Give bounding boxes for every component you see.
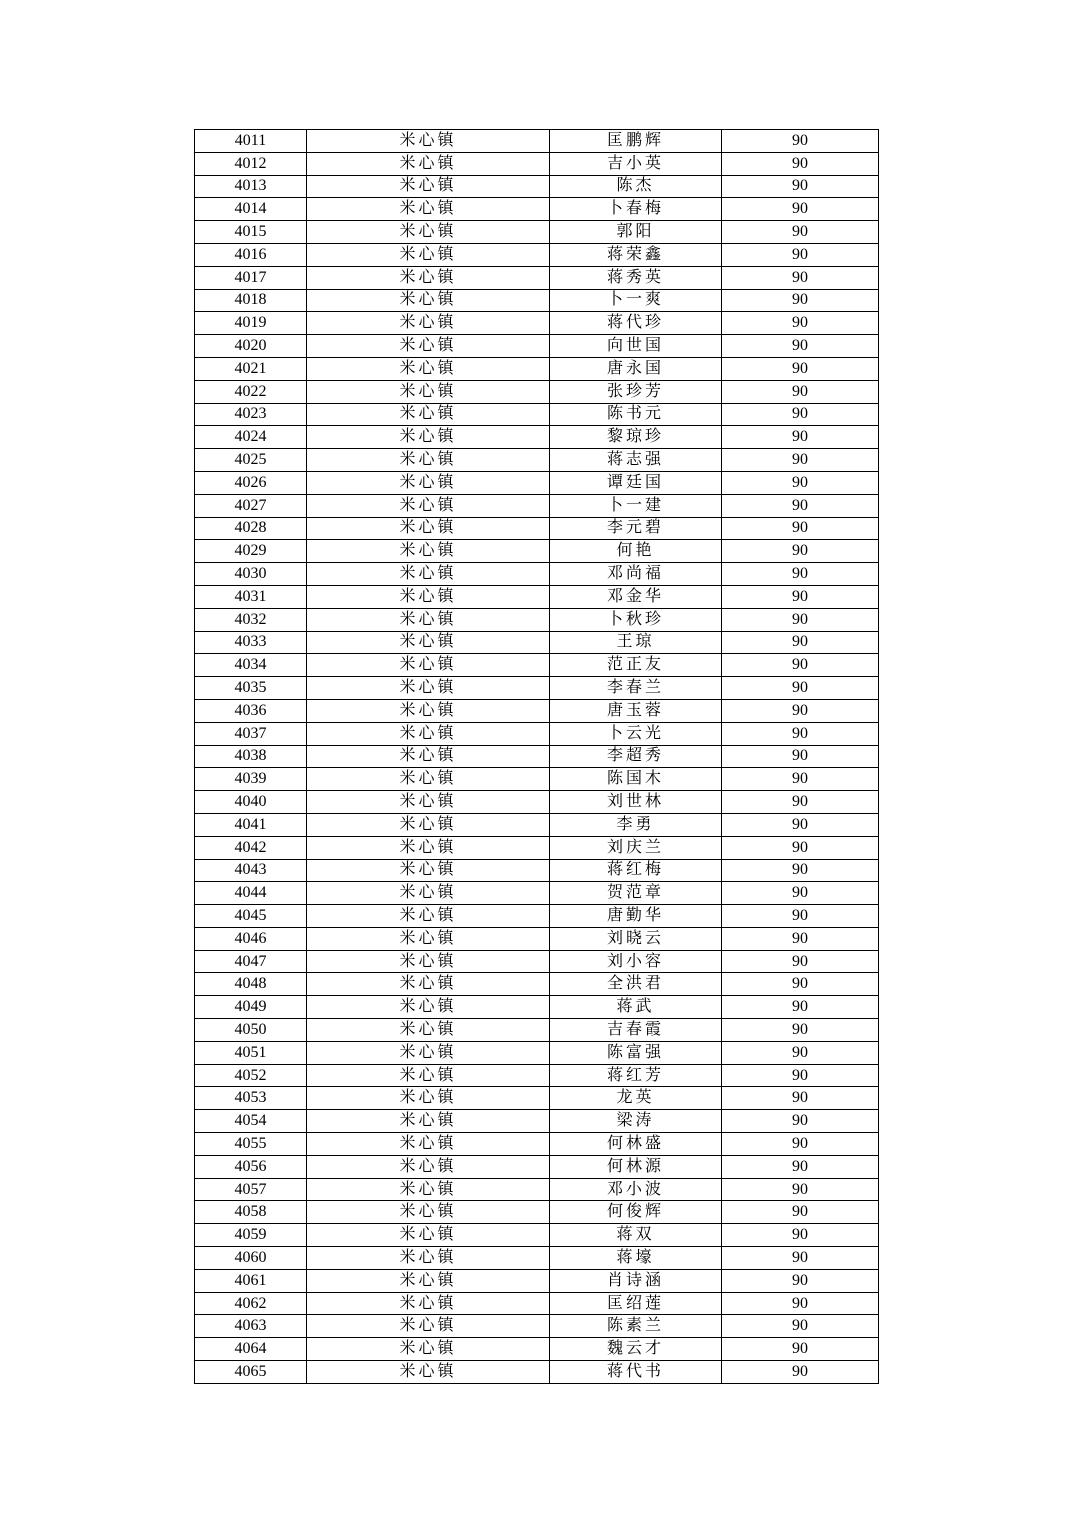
cell-number: 4012	[195, 152, 307, 175]
cell-score: 90	[722, 449, 879, 472]
cell-number: 4026	[195, 471, 307, 494]
cell-number: 4050	[195, 1019, 307, 1042]
table-row	[195, 745, 879, 768]
cell-number: 4060	[195, 1247, 307, 1270]
cell-name: 邓金华	[550, 585, 722, 608]
cell-score: 90	[722, 1087, 879, 1110]
cell-number: 4030	[195, 563, 307, 586]
cell-number: 4023	[195, 403, 307, 426]
table-row	[195, 1247, 879, 1270]
cell-name: 蒋秀英	[550, 266, 722, 289]
table-row	[195, 426, 879, 449]
cell-number: 4055	[195, 1133, 307, 1156]
cell-score: 90	[722, 768, 879, 791]
cell-number: 4032	[195, 608, 307, 631]
cell-score: 90	[722, 654, 879, 677]
cell-name: 蒋代珍	[550, 312, 722, 335]
cell-number: 4014	[195, 198, 307, 221]
cell-name: 蒋双	[550, 1224, 722, 1247]
cell-score: 90	[722, 563, 879, 586]
cell-name: 魏云才	[550, 1338, 722, 1361]
cell-town: 米心镇	[307, 1041, 550, 1064]
cell-name: 刘庆兰	[550, 836, 722, 859]
cell-name: 张珍芳	[550, 380, 722, 403]
cell-number: 4053	[195, 1087, 307, 1110]
table-row	[195, 494, 879, 517]
cell-town: 米心镇	[307, 540, 550, 563]
cell-town: 米心镇	[307, 1338, 550, 1361]
cell-number: 4047	[195, 950, 307, 973]
table-row	[195, 1269, 879, 1292]
table-row	[195, 449, 879, 472]
cell-score: 90	[722, 1064, 879, 1087]
cell-score: 90	[722, 1110, 879, 1133]
cell-number: 4052	[195, 1064, 307, 1087]
cell-town: 米心镇	[307, 380, 550, 403]
table-row	[195, 654, 879, 677]
cell-number: 4028	[195, 517, 307, 540]
cell-town: 米心镇	[307, 312, 550, 335]
cell-score: 90	[722, 357, 879, 380]
table-row	[195, 1178, 879, 1201]
cell-name: 李春兰	[550, 677, 722, 700]
table-row	[195, 471, 879, 494]
cell-score: 90	[722, 175, 879, 198]
cell-score: 90	[722, 130, 879, 153]
cell-name: 卜春梅	[550, 198, 722, 221]
cell-name: 蒋荣鑫	[550, 243, 722, 266]
cell-score: 90	[722, 243, 879, 266]
table-row	[195, 1064, 879, 1087]
cell-town: 米心镇	[307, 585, 550, 608]
cell-score: 90	[722, 494, 879, 517]
table-row	[195, 722, 879, 745]
table-row	[195, 357, 879, 380]
table-row	[195, 289, 879, 312]
cell-score: 90	[722, 152, 879, 175]
table-row	[195, 1110, 879, 1133]
cell-number: 4043	[195, 859, 307, 882]
table-row	[195, 1019, 879, 1042]
cell-town: 米心镇	[307, 859, 550, 882]
table-row	[195, 859, 879, 882]
cell-number: 4033	[195, 631, 307, 654]
cell-number: 4016	[195, 243, 307, 266]
table-row	[195, 335, 879, 358]
cell-number: 4025	[195, 449, 307, 472]
cell-name: 李元碧	[550, 517, 722, 540]
cell-town: 米心镇	[307, 1133, 550, 1156]
cell-name: 何林源	[550, 1155, 722, 1178]
cell-name: 陈素兰	[550, 1315, 722, 1338]
cell-number: 4061	[195, 1269, 307, 1292]
table-row	[195, 563, 879, 586]
cell-name: 唐勤华	[550, 905, 722, 928]
cell-name: 唐玉蓉	[550, 699, 722, 722]
cell-score: 90	[722, 836, 879, 859]
table-row	[195, 130, 879, 153]
table-row	[195, 973, 879, 996]
table-row	[195, 1338, 879, 1361]
cell-score: 90	[722, 973, 879, 996]
cell-score: 90	[722, 540, 879, 563]
cell-number: 4059	[195, 1224, 307, 1247]
cell-town: 米心镇	[307, 1064, 550, 1087]
cell-name: 卜秋珍	[550, 608, 722, 631]
cell-name: 何俊辉	[550, 1201, 722, 1224]
cell-town: 米心镇	[307, 1292, 550, 1315]
table-row	[195, 243, 879, 266]
cell-town: 米心镇	[307, 813, 550, 836]
cell-number: 4054	[195, 1110, 307, 1133]
cell-score: 90	[722, 1269, 879, 1292]
cell-name: 贺范章	[550, 882, 722, 905]
table-row	[195, 1201, 879, 1224]
cell-score: 90	[722, 882, 879, 905]
cell-score: 90	[722, 1178, 879, 1201]
cell-score: 90	[722, 289, 879, 312]
cell-town: 米心镇	[307, 449, 550, 472]
cell-town: 米心镇	[307, 357, 550, 380]
table-row	[195, 1315, 879, 1338]
cell-score: 90	[722, 745, 879, 768]
table-row	[195, 996, 879, 1019]
cell-score: 90	[722, 1133, 879, 1156]
cell-town: 米心镇	[307, 1315, 550, 1338]
cell-score: 90	[722, 403, 879, 426]
table-row	[195, 1361, 879, 1384]
cell-name: 蒋壕	[550, 1247, 722, 1270]
cell-town: 米心镇	[307, 426, 550, 449]
cell-town: 米心镇	[307, 221, 550, 244]
cell-number: 4065	[195, 1361, 307, 1384]
cell-score: 90	[722, 722, 879, 745]
table-row	[195, 175, 879, 198]
cell-name: 蒋武	[550, 996, 722, 1019]
cell-number: 4029	[195, 540, 307, 563]
cell-town: 米心镇	[307, 950, 550, 973]
table-row	[195, 768, 879, 791]
cell-score: 90	[722, 266, 879, 289]
cell-name: 郭阳	[550, 221, 722, 244]
cell-town: 米心镇	[307, 1247, 550, 1270]
cell-town: 米心镇	[307, 517, 550, 540]
cell-name: 蒋志强	[550, 449, 722, 472]
cell-name: 李勇	[550, 813, 722, 836]
cell-number: 4063	[195, 1315, 307, 1338]
cell-score: 90	[722, 608, 879, 631]
cell-number: 4027	[195, 494, 307, 517]
cell-number: 4048	[195, 973, 307, 996]
table-row	[195, 950, 879, 973]
cell-town: 米心镇	[307, 722, 550, 745]
cell-score: 90	[722, 699, 879, 722]
table-row	[195, 1041, 879, 1064]
cell-name: 陈富强	[550, 1041, 722, 1064]
cell-town: 米心镇	[307, 1019, 550, 1042]
cell-name: 邓小波	[550, 1178, 722, 1201]
cell-town: 米心镇	[307, 198, 550, 221]
table-row	[195, 1155, 879, 1178]
table-row	[195, 198, 879, 221]
cell-name: 肖诗涵	[550, 1269, 722, 1292]
cell-town: 米心镇	[307, 243, 550, 266]
cell-name: 邓尚福	[550, 563, 722, 586]
cell-name: 唐永国	[550, 357, 722, 380]
cell-number: 4038	[195, 745, 307, 768]
cell-town: 米心镇	[307, 1178, 550, 1201]
cell-number: 4021	[195, 357, 307, 380]
cell-number: 4062	[195, 1292, 307, 1315]
cell-number: 4039	[195, 768, 307, 791]
table-row	[195, 152, 879, 175]
cell-score: 90	[722, 335, 879, 358]
cell-name: 卜一爽	[550, 289, 722, 312]
cell-town: 米心镇	[307, 563, 550, 586]
cell-name: 刘晓云	[550, 927, 722, 950]
table-row	[195, 540, 879, 563]
cell-name: 何林盛	[550, 1133, 722, 1156]
cell-town: 米心镇	[307, 266, 550, 289]
table-row	[195, 905, 879, 928]
cell-name: 刘世林	[550, 791, 722, 814]
cell-town: 米心镇	[307, 631, 550, 654]
cell-name: 吉小英	[550, 152, 722, 175]
table-row	[195, 221, 879, 244]
cell-number: 4049	[195, 996, 307, 1019]
table-row	[195, 517, 879, 540]
cell-score: 90	[722, 1247, 879, 1270]
cell-name: 蒋代书	[550, 1361, 722, 1384]
cell-score: 90	[722, 426, 879, 449]
cell-number: 4013	[195, 175, 307, 198]
cell-score: 90	[722, 221, 879, 244]
cell-score: 90	[722, 471, 879, 494]
cell-score: 90	[722, 1201, 879, 1224]
cell-name: 谭廷国	[550, 471, 722, 494]
cell-number: 4058	[195, 1201, 307, 1224]
table-row	[195, 312, 879, 335]
cell-number: 4046	[195, 927, 307, 950]
cell-town: 米心镇	[307, 471, 550, 494]
cell-score: 90	[722, 1019, 879, 1042]
cell-town: 米心镇	[307, 1110, 550, 1133]
cell-name: 吉春霞	[550, 1019, 722, 1042]
table-row	[195, 380, 879, 403]
cell-number: 4042	[195, 836, 307, 859]
cell-number: 4015	[195, 221, 307, 244]
cell-town: 米心镇	[307, 494, 550, 517]
cell-score: 90	[722, 1338, 879, 1361]
cell-town: 米心镇	[307, 1155, 550, 1178]
cell-number: 4031	[195, 585, 307, 608]
cell-score: 90	[722, 585, 879, 608]
cell-town: 米心镇	[307, 403, 550, 426]
cell-town: 米心镇	[307, 791, 550, 814]
cell-score: 90	[722, 859, 879, 882]
cell-score: 90	[722, 380, 879, 403]
cell-town: 米心镇	[307, 1269, 550, 1292]
table-row	[195, 813, 879, 836]
cell-town: 米心镇	[307, 289, 550, 312]
cell-number: 4057	[195, 1178, 307, 1201]
cell-score: 90	[722, 312, 879, 335]
table-row	[195, 927, 879, 950]
cell-name: 蒋红梅	[550, 859, 722, 882]
cell-score: 90	[722, 905, 879, 928]
cell-number: 4044	[195, 882, 307, 905]
cell-town: 米心镇	[307, 927, 550, 950]
table-row	[195, 266, 879, 289]
cell-score: 90	[722, 677, 879, 700]
cell-town: 米心镇	[307, 996, 550, 1019]
cell-number: 4056	[195, 1155, 307, 1178]
cell-number: 4034	[195, 654, 307, 677]
cell-name: 龙英	[550, 1087, 722, 1110]
cell-number: 4037	[195, 722, 307, 745]
cell-score: 90	[722, 1315, 879, 1338]
cell-number: 4019	[195, 312, 307, 335]
cell-town: 米心镇	[307, 1201, 550, 1224]
cell-number: 4020	[195, 335, 307, 358]
cell-score: 90	[722, 1041, 879, 1064]
cell-name: 卜一建	[550, 494, 722, 517]
cell-town: 米心镇	[307, 882, 550, 905]
cell-town: 米心镇	[307, 677, 550, 700]
cell-number: 4024	[195, 426, 307, 449]
cell-score: 90	[722, 950, 879, 973]
cell-score: 90	[722, 813, 879, 836]
cell-name: 全洪君	[550, 973, 722, 996]
cell-town: 米心镇	[307, 608, 550, 631]
cell-number: 4011	[195, 130, 307, 153]
cell-name: 匡绍莲	[550, 1292, 722, 1315]
cell-number: 4045	[195, 905, 307, 928]
cell-number: 4017	[195, 266, 307, 289]
cell-number: 4040	[195, 791, 307, 814]
cell-score: 90	[722, 198, 879, 221]
cell-name: 蒋红芳	[550, 1064, 722, 1087]
cell-name: 梁涛	[550, 1110, 722, 1133]
cell-score: 90	[722, 791, 879, 814]
table-row	[195, 608, 879, 631]
cell-town: 米心镇	[307, 699, 550, 722]
cell-name: 范正友	[550, 654, 722, 677]
cell-town: 米心镇	[307, 152, 550, 175]
table-row	[195, 585, 879, 608]
roster-table-body	[195, 130, 879, 1384]
table-row	[195, 699, 879, 722]
cell-town: 米心镇	[307, 745, 550, 768]
cell-town: 米心镇	[307, 905, 550, 928]
cell-name: 卜云光	[550, 722, 722, 745]
table-row	[195, 882, 879, 905]
cell-town: 米心镇	[307, 1087, 550, 1110]
cell-name: 何艳	[550, 540, 722, 563]
cell-number: 4041	[195, 813, 307, 836]
cell-number: 4051	[195, 1041, 307, 1064]
table-row	[195, 631, 879, 654]
cell-score: 90	[722, 1361, 879, 1384]
cell-name: 陈书元	[550, 403, 722, 426]
cell-score: 90	[722, 631, 879, 654]
table-row	[195, 1133, 879, 1156]
table-row	[195, 677, 879, 700]
cell-number: 4022	[195, 380, 307, 403]
cell-score: 90	[722, 1155, 879, 1178]
cell-town: 米心镇	[307, 335, 550, 358]
table-row	[195, 791, 879, 814]
cell-name: 王琼	[550, 631, 722, 654]
cell-score: 90	[722, 1224, 879, 1247]
cell-score: 90	[722, 927, 879, 950]
cell-name: 刘小容	[550, 950, 722, 973]
cell-town: 米心镇	[307, 1224, 550, 1247]
cell-score: 90	[722, 996, 879, 1019]
cell-number: 4035	[195, 677, 307, 700]
cell-name: 陈国木	[550, 768, 722, 791]
cell-town: 米心镇	[307, 654, 550, 677]
cell-town: 米心镇	[307, 175, 550, 198]
table-row	[195, 1224, 879, 1247]
cell-town: 米心镇	[307, 836, 550, 859]
cell-town: 米心镇	[307, 973, 550, 996]
cell-name: 匡鹏辉	[550, 130, 722, 153]
cell-town: 米心镇	[307, 768, 550, 791]
cell-score: 90	[722, 1292, 879, 1315]
table-row	[195, 836, 879, 859]
cell-number: 4018	[195, 289, 307, 312]
cell-name: 李超秀	[550, 745, 722, 768]
cell-town: 米心镇	[307, 130, 550, 153]
table-row	[195, 403, 879, 426]
table-row	[195, 1292, 879, 1315]
cell-number: 4036	[195, 699, 307, 722]
cell-name: 陈杰	[550, 175, 722, 198]
table-row	[195, 1087, 879, 1110]
cell-name: 黎琼珍	[550, 426, 722, 449]
cell-town: 米心镇	[307, 1361, 550, 1384]
cell-name: 向世国	[550, 335, 722, 358]
cell-score: 90	[722, 517, 879, 540]
cell-number: 4064	[195, 1338, 307, 1361]
roster-table	[194, 129, 879, 1384]
